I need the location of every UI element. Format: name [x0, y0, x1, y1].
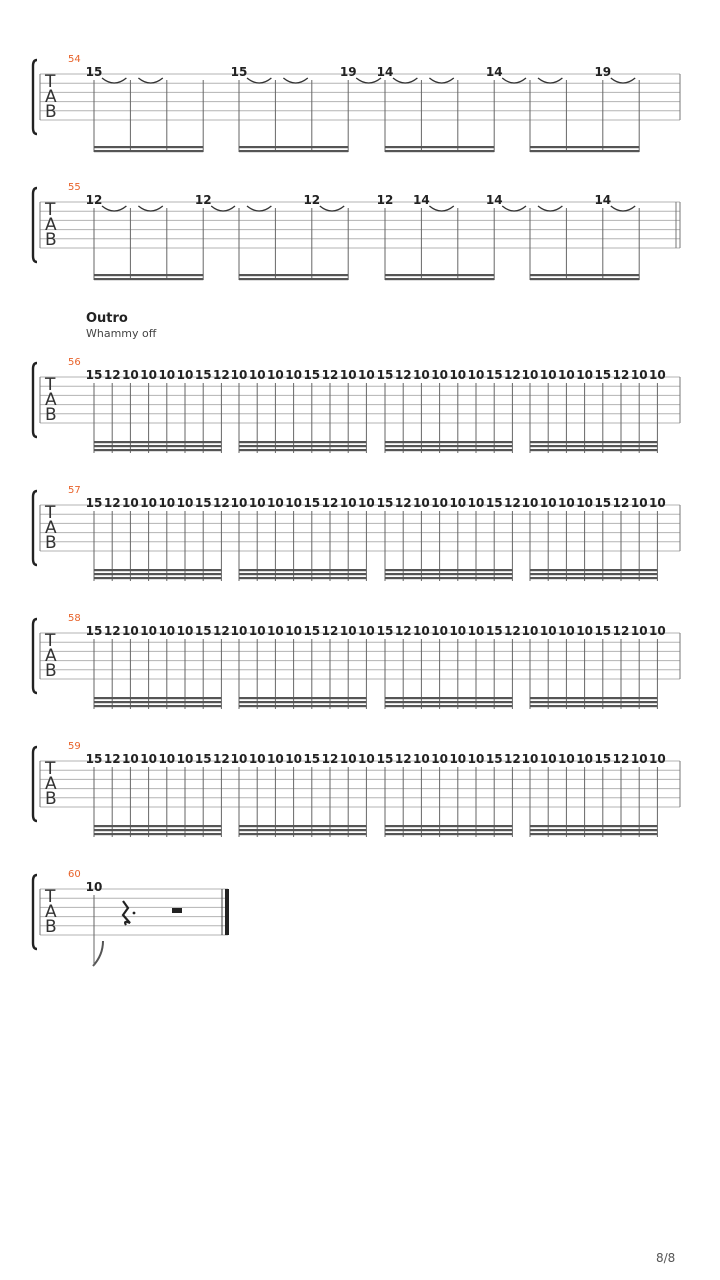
fret-number: 10	[140, 624, 157, 638]
fret-number: 10	[267, 368, 284, 382]
beam	[385, 833, 512, 835]
slur-tie	[247, 78, 271, 83]
fret-number: 10	[539, 496, 557, 510]
beam	[385, 697, 512, 699]
fret-number: 10	[285, 624, 302, 638]
beam	[94, 573, 221, 575]
fret-number: 10	[358, 752, 375, 766]
beam	[239, 445, 366, 447]
beam	[239, 701, 366, 703]
fret-number: 10	[431, 368, 448, 382]
tab-system-56	[33, 357, 680, 453]
beam	[385, 445, 512, 447]
fret-number: 10	[467, 624, 485, 638]
fret-number: 10	[558, 368, 575, 382]
fret-number: 10	[176, 752, 194, 766]
fret-number: 12	[303, 193, 321, 207]
beam	[385, 278, 494, 280]
beam	[239, 577, 366, 579]
tab-clef-letter: T	[45, 759, 56, 779]
fret-number: 12	[394, 496, 412, 510]
tab-clef-letter: B	[45, 102, 57, 122]
slur-tie	[611, 206, 635, 211]
fret-number: 10	[230, 624, 248, 638]
fret-number: 10	[248, 752, 266, 766]
fret-number: 10	[122, 752, 139, 766]
fret-number: 12	[321, 496, 339, 510]
half-rest-icon	[172, 908, 182, 913]
fret-number: 10	[558, 496, 575, 510]
tab-clef-letter: A	[45, 518, 57, 538]
fret-number: 10	[558, 624, 575, 638]
fret-number: 12	[103, 368, 121, 382]
slur-tie	[429, 78, 453, 83]
beam	[94, 445, 221, 447]
beam	[94, 449, 221, 451]
fret-number: 15	[376, 496, 394, 510]
fret-number: 10	[521, 624, 539, 638]
tab-clef-letter: B	[45, 230, 57, 250]
fret-number: 10	[521, 496, 539, 510]
slur-tie	[138, 206, 162, 211]
beam	[385, 449, 512, 451]
fret-number: 10	[339, 624, 357, 638]
fret-number: 10	[413, 624, 430, 638]
slur-tie	[538, 206, 562, 211]
beam	[94, 705, 221, 707]
fret-number: 10	[449, 624, 467, 638]
tab-system-60	[33, 869, 229, 966]
beam	[94, 697, 221, 699]
fret-number: 10	[158, 624, 176, 638]
fret-number: 10	[85, 880, 103, 894]
system-bracket	[33, 619, 37, 693]
beam	[239, 441, 366, 443]
fret-number: 12	[321, 752, 339, 766]
tab-clef-letter: T	[45, 200, 56, 220]
fret-number: 10	[649, 368, 666, 382]
section-subtitle: Whammy off	[86, 327, 157, 340]
beam	[530, 150, 639, 152]
fret-number: 14	[485, 193, 503, 207]
fret-number: 15	[376, 368, 394, 382]
fret-number: 12	[213, 496, 230, 510]
fret-number: 10	[339, 368, 357, 382]
beam	[385, 825, 512, 827]
tab-clef-letter: A	[45, 215, 57, 235]
fret-number: 12	[85, 193, 103, 207]
beam	[239, 829, 366, 831]
dot-icon	[133, 912, 136, 915]
beam	[94, 829, 221, 831]
fret-number: 10	[449, 752, 467, 766]
fret-number: 10	[521, 752, 539, 766]
fret-number: 10	[413, 368, 430, 382]
fret-number: 10	[158, 368, 176, 382]
fret-number: 15	[85, 368, 103, 382]
fret-number: 12	[194, 193, 212, 207]
slur-tie	[138, 78, 162, 83]
fret-number: 10	[267, 752, 284, 766]
beam	[239, 150, 348, 152]
fret-number: 15	[485, 752, 503, 766]
tab-clef-letter: T	[45, 887, 56, 907]
fret-number: 12	[213, 368, 230, 382]
beam	[530, 573, 657, 575]
fret-number: 12	[612, 624, 630, 638]
fret-number: 10	[539, 752, 557, 766]
fret-number: 12	[103, 752, 121, 766]
beam	[530, 449, 657, 451]
measure-number: 57	[68, 485, 81, 496]
section-title: Outro	[86, 311, 128, 326]
fret-number: 10	[576, 496, 593, 510]
fret-number: 10	[649, 624, 666, 638]
fret-number: 12	[612, 752, 630, 766]
tab-system-57	[33, 485, 680, 581]
fret-number: 10	[467, 368, 485, 382]
tab-clef-letter: T	[45, 72, 56, 92]
fret-number: 15	[85, 752, 103, 766]
fret-number: 10	[285, 496, 302, 510]
fret-number: 10	[122, 624, 139, 638]
fret-number: 15	[594, 624, 612, 638]
tab-clef-letter: T	[45, 503, 56, 523]
fret-number: 10	[267, 624, 284, 638]
tab-clef-letter: B	[45, 917, 57, 937]
beam	[385, 274, 494, 276]
fret-number: 10	[158, 752, 176, 766]
fret-number: 10	[449, 368, 467, 382]
beam	[530, 701, 657, 703]
tab-system-59	[33, 741, 680, 837]
measure-number: 60	[68, 869, 81, 880]
fret-number: 10	[539, 368, 557, 382]
fret-number: 10	[122, 368, 139, 382]
fret-number: 12	[376, 193, 394, 207]
fret-number: 10	[413, 752, 430, 766]
tab-clef-letter: A	[45, 87, 57, 107]
fret-number: 12	[504, 496, 521, 510]
beam	[530, 833, 657, 835]
slur-tie	[102, 206, 126, 211]
beam	[239, 833, 366, 835]
slur-tie	[429, 206, 453, 211]
beam	[239, 449, 366, 451]
tab-clef-letter: B	[45, 405, 57, 425]
fret-number: 19	[339, 65, 357, 79]
fret-number: 10	[339, 752, 357, 766]
fret-number: 15	[376, 624, 394, 638]
measure-number: 56	[68, 357, 81, 368]
fret-number: 12	[612, 496, 630, 510]
tab-clef-letter: A	[45, 646, 57, 666]
tab-clef-letter: B	[45, 661, 57, 681]
beam	[94, 833, 221, 835]
fret-number: 15	[85, 624, 103, 638]
fret-number: 14	[376, 65, 394, 79]
fret-number: 10	[649, 496, 666, 510]
fret-number: 12	[321, 624, 339, 638]
fret-number: 10	[285, 752, 302, 766]
beam	[239, 569, 366, 571]
fret-number: 10	[339, 496, 357, 510]
fret-number: 15	[230, 65, 248, 79]
fret-number: 15	[85, 496, 103, 510]
fret-number: 10	[230, 368, 248, 382]
fret-number: 12	[213, 624, 230, 638]
beam	[385, 569, 512, 571]
system-bracket	[33, 875, 37, 949]
quarter-rest-icon	[123, 901, 130, 925]
fret-number: 12	[504, 752, 521, 766]
fret-number: 10	[230, 496, 248, 510]
slur-tie	[538, 78, 562, 83]
fret-number: 10	[630, 624, 648, 638]
fret-number: 12	[394, 368, 412, 382]
fret-number: 10	[649, 752, 666, 766]
measure-number: 54	[68, 54, 81, 65]
beam	[94, 274, 203, 276]
tab-system-55	[33, 182, 680, 280]
beam	[239, 146, 348, 148]
fret-number: 15	[594, 496, 612, 510]
final-barline	[225, 889, 229, 935]
measure-number: 55	[68, 182, 81, 193]
fret-number: 10	[576, 368, 593, 382]
fret-number: 10	[248, 368, 266, 382]
tab-system-58	[33, 613, 680, 709]
fret-number: 15	[194, 496, 212, 510]
fret-number: 10	[122, 496, 139, 510]
beam	[530, 577, 657, 579]
beam	[94, 441, 221, 443]
page-number: 8/8	[656, 1251, 676, 1265]
beam	[239, 697, 366, 699]
beam	[530, 445, 657, 447]
fret-number: 15	[485, 624, 503, 638]
beam	[530, 825, 657, 827]
beam	[385, 573, 512, 575]
tab-clef-letter: A	[45, 902, 57, 922]
beam	[385, 701, 512, 703]
beam	[530, 569, 657, 571]
slur-tie	[247, 206, 271, 211]
fret-number: 10	[558, 752, 575, 766]
slur-tie	[502, 78, 526, 83]
fret-number: 15	[594, 368, 612, 382]
fret-number: 10	[176, 368, 194, 382]
beam	[239, 274, 348, 276]
fret-number: 12	[213, 752, 230, 766]
beam	[94, 150, 203, 152]
fret-number: 10	[358, 496, 375, 510]
beam	[239, 825, 366, 827]
fret-number: 15	[194, 368, 212, 382]
tab-clef-letter: T	[45, 631, 56, 651]
fret-number: 10	[630, 368, 648, 382]
fret-number: 15	[485, 368, 503, 382]
fret-number: 10	[176, 496, 194, 510]
fret-number: 10	[267, 496, 284, 510]
slur-tie	[283, 78, 307, 83]
fret-number: 15	[303, 624, 321, 638]
fret-number: 10	[467, 752, 485, 766]
fret-number: 10	[140, 752, 157, 766]
fret-number: 10	[431, 624, 448, 638]
beam	[530, 146, 639, 148]
tab-system-54	[33, 54, 680, 152]
tab-clef-letter: A	[45, 774, 57, 794]
fret-number: 10	[230, 752, 248, 766]
beam	[385, 829, 512, 831]
fret-number: 12	[321, 368, 339, 382]
fret-number: 12	[504, 624, 521, 638]
slur-tie	[611, 78, 635, 83]
system-bracket	[33, 363, 37, 437]
fret-number: 10	[431, 752, 448, 766]
fret-number: 10	[248, 624, 266, 638]
beam	[94, 701, 221, 703]
fret-number: 10	[576, 624, 593, 638]
measure-number: 58	[68, 613, 81, 624]
beam	[530, 705, 657, 707]
beam	[530, 829, 657, 831]
fret-number: 10	[358, 624, 375, 638]
slur-tie	[502, 206, 526, 211]
fret-number: 10	[285, 368, 302, 382]
fret-number: 12	[103, 496, 121, 510]
fret-number: 10	[140, 496, 157, 510]
fret-number: 12	[504, 368, 521, 382]
fret-number: 10	[176, 624, 194, 638]
beam	[530, 441, 657, 443]
fret-number: 10	[140, 368, 157, 382]
slur-tie	[211, 206, 235, 211]
beam	[530, 697, 657, 699]
fret-number: 10	[539, 624, 557, 638]
fret-number: 12	[394, 624, 412, 638]
beam	[385, 441, 512, 443]
system-bracket	[33, 188, 37, 262]
fret-number: 15	[376, 752, 394, 766]
tab-clef-letter: A	[45, 390, 57, 410]
fret-number: 10	[630, 752, 648, 766]
beam	[94, 577, 221, 579]
fret-number: 14	[485, 65, 503, 79]
fret-number: 14	[413, 193, 430, 207]
fret-number: 10	[576, 752, 593, 766]
fret-number: 10	[630, 496, 648, 510]
fret-number: 10	[449, 496, 467, 510]
fret-number: 19	[594, 65, 612, 79]
beam	[239, 705, 366, 707]
system-bracket	[33, 60, 37, 134]
beam	[385, 577, 512, 579]
fret-number: 14	[594, 193, 612, 207]
beam	[94, 146, 203, 148]
fret-number: 12	[612, 368, 630, 382]
system-bracket	[33, 491, 37, 565]
beam	[385, 705, 512, 707]
beam	[239, 278, 348, 280]
fret-number: 15	[194, 624, 212, 638]
fret-number: 12	[394, 752, 412, 766]
beam	[94, 278, 203, 280]
slur-tie	[320, 206, 344, 211]
beam	[385, 146, 494, 148]
beam	[94, 569, 221, 571]
fret-number: 10	[467, 496, 485, 510]
fret-number: 10	[521, 368, 539, 382]
beam	[94, 825, 221, 827]
fret-number: 15	[303, 496, 321, 510]
fret-number: 15	[485, 496, 503, 510]
beam	[239, 573, 366, 575]
fret-number: 15	[303, 752, 321, 766]
slur-tie	[102, 78, 126, 83]
tab-clef-letter: B	[45, 533, 57, 553]
fret-number: 15	[594, 752, 612, 766]
tab-clef-letter: T	[45, 375, 56, 395]
measure-number: 59	[68, 741, 81, 752]
fret-number: 10	[158, 496, 176, 510]
fret-number: 15	[85, 65, 103, 79]
slur-tie	[393, 78, 417, 83]
beam	[530, 274, 639, 276]
tab-clef-letter: B	[45, 789, 57, 809]
fret-number: 15	[303, 368, 321, 382]
fret-number: 10	[248, 496, 266, 510]
fret-number: 10	[413, 496, 430, 510]
fret-number: 10	[358, 368, 375, 382]
fret-number: 12	[103, 624, 121, 638]
beam	[385, 150, 494, 152]
beam	[530, 278, 639, 280]
fret-number: 15	[194, 752, 212, 766]
system-bracket	[33, 747, 37, 821]
fret-number: 10	[431, 496, 448, 510]
